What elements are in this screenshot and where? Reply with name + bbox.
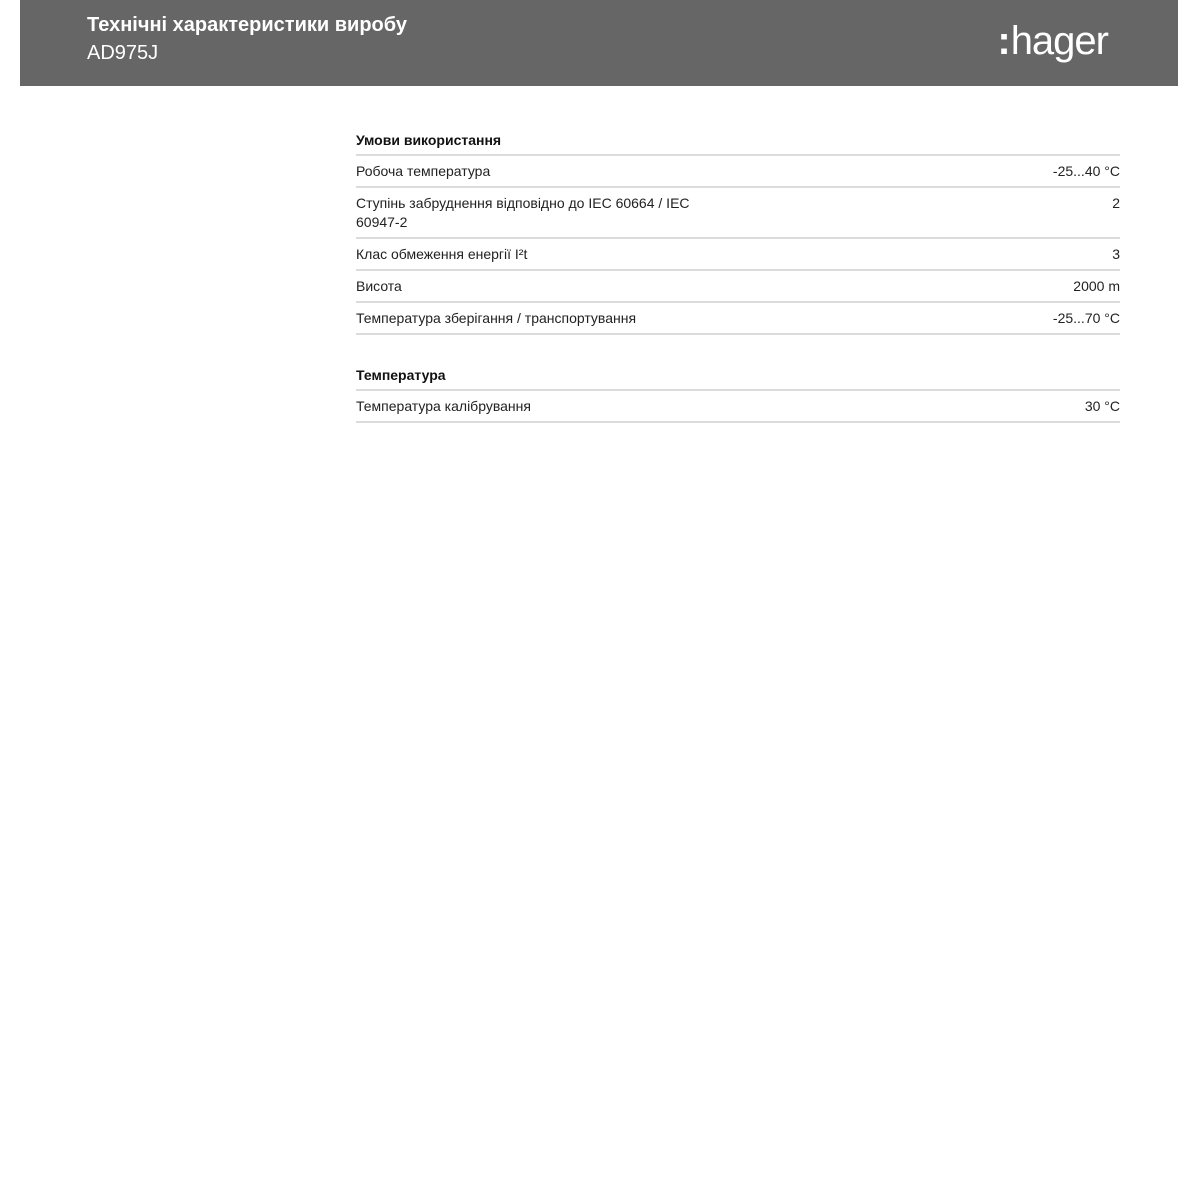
spec-value: -25...40 °C (1052, 163, 1120, 179)
spec-value: 30 °C (1084, 398, 1120, 414)
section-title: Температура (356, 359, 1120, 391)
spec-row (356, 188, 1120, 239)
spec-label: Температура зберігання / транспортування (356, 310, 637, 326)
spec-row (356, 391, 1120, 423)
section-title: Умови використання (356, 124, 1120, 156)
spec-row (356, 239, 1120, 271)
spec-label: Висота (356, 278, 402, 294)
page-title: Технічні характеристики виробу (87, 14, 407, 36)
spec-label: Ступінь забруднення відповідно до IEC 60664 / IEC 60947-2 (356, 195, 690, 230)
spec-label: Робоча температура (356, 163, 491, 179)
document-header (20, 0, 1178, 86)
spec-value: 2000 m (1073, 278, 1120, 294)
section-temperature (356, 359, 1120, 423)
spec-value: 3 (1112, 246, 1120, 262)
section-usage-conditions (356, 124, 1120, 335)
specifications (356, 124, 1120, 447)
spec-value: 2 (1112, 195, 1120, 211)
product-code: AD975J (87, 42, 159, 64)
logo-prefix: : (997, 19, 1010, 63)
logo-text: hager (1010, 19, 1108, 63)
spec-label: Клас обмеження енергії I²t (356, 246, 528, 262)
spec-label: Температура калібрування (356, 398, 531, 414)
spec-row (356, 271, 1120, 303)
spec-value: -25...70 °C (1052, 310, 1120, 326)
hager-logo (997, 16, 1108, 66)
spec-row (356, 303, 1120, 335)
spec-row (356, 156, 1120, 188)
